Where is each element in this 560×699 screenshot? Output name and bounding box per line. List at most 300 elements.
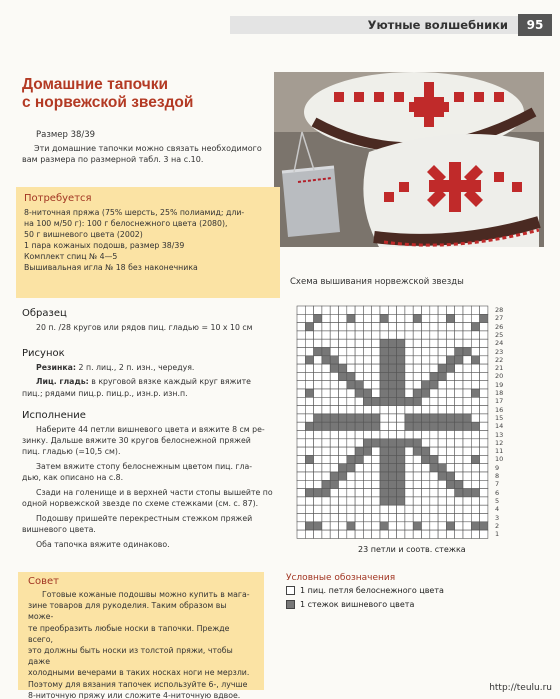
chart-row-label: 26 <box>495 322 504 331</box>
chart-cell <box>438 431 446 439</box>
chart-cell <box>463 397 471 405</box>
chart-cell <box>322 414 330 422</box>
gauge-heading: Образец <box>22 308 67 319</box>
chart-row-label: 21 <box>495 364 504 373</box>
chart-cell <box>430 464 438 472</box>
chart-cell <box>380 414 388 422</box>
chart-row-label: 3 <box>495 513 500 522</box>
chart-cell <box>422 406 430 414</box>
chart-cell <box>405 497 413 505</box>
chart-cell <box>347 397 355 405</box>
chart-cell <box>330 306 338 314</box>
chart-cell <box>347 339 355 347</box>
chart-cell <box>297 505 305 513</box>
chart-cell <box>339 505 347 513</box>
chart-cell <box>347 306 355 314</box>
chart-cell <box>438 447 446 455</box>
chart-cell <box>446 364 454 372</box>
chart-cell <box>471 339 479 347</box>
chart-cell <box>347 439 355 447</box>
chart-cell <box>422 381 430 389</box>
chart-cell <box>471 372 479 380</box>
chart-cell <box>463 455 471 463</box>
chart-cell <box>297 480 305 488</box>
chart-cell <box>339 406 347 414</box>
instr-line: Наберите 44 петли вишневого цвета и вяжите 8 см ре- <box>36 425 265 434</box>
chart-cell <box>305 348 313 356</box>
chart-cell <box>430 422 438 430</box>
chart-cell <box>347 464 355 472</box>
chart-cell <box>413 439 421 447</box>
chart-cell <box>355 414 363 422</box>
chart-cell <box>380 389 388 397</box>
chart-cell <box>330 514 338 522</box>
chart-cell <box>471 447 479 455</box>
instr-line: вишневого цвета. <box>22 525 96 534</box>
chart-cell <box>355 331 363 339</box>
chart-cell <box>314 331 322 339</box>
chart-cell <box>314 422 322 430</box>
chart-cell <box>297 331 305 339</box>
chart-cell <box>297 489 305 497</box>
chart-cell <box>372 348 380 356</box>
chart-cell <box>413 364 421 372</box>
chart-cell <box>430 447 438 455</box>
chart-cell <box>388 464 396 472</box>
chart-cell <box>314 505 322 513</box>
size-description <box>22 143 262 165</box>
chart-cell <box>339 431 347 439</box>
chart-cell <box>372 505 380 513</box>
chart-cell <box>372 497 380 505</box>
chart-cell <box>314 406 322 414</box>
chart-cell <box>297 389 305 397</box>
chart-cell <box>422 356 430 364</box>
chart-cell <box>405 306 413 314</box>
chart-cell <box>347 489 355 497</box>
chart-cell <box>372 364 380 372</box>
materials-box <box>16 187 280 298</box>
chart-cell <box>446 514 454 522</box>
chart-cell <box>305 381 313 389</box>
chart-cell <box>380 356 388 364</box>
chart-cell <box>422 422 430 430</box>
chart-cell <box>297 314 305 322</box>
chart-cell <box>297 431 305 439</box>
chart-cell <box>480 439 488 447</box>
chart-cell <box>422 331 430 339</box>
chart-cell <box>480 348 488 356</box>
chart-cell <box>363 522 371 530</box>
chart-cell <box>355 439 363 447</box>
chart-cell <box>413 339 421 347</box>
chart-cell <box>463 306 471 314</box>
chart-cell <box>446 389 454 397</box>
instr-line: одной норвежской звезде по схеме стежками (см. с. 87). <box>22 499 259 508</box>
chart-cell <box>388 348 396 356</box>
chart-cell <box>372 464 380 472</box>
chart-cell <box>471 422 479 430</box>
chart-cell <box>480 406 488 414</box>
chart-cell <box>480 397 488 405</box>
chart-cell <box>397 314 405 322</box>
advice-line: Поэтому для вязания тапочек используйте 6-, лучше <box>28 679 248 689</box>
chart-cell <box>347 372 355 380</box>
chart-cell <box>455 331 463 339</box>
legend-heading: Условные обозначения <box>286 573 396 583</box>
chart-cell <box>438 497 446 505</box>
chart-cell <box>388 522 396 530</box>
chart-cell <box>347 406 355 414</box>
chart-cell <box>355 472 363 480</box>
chart-cell <box>322 364 330 372</box>
chart-cell <box>430 389 438 397</box>
chart-cell <box>347 447 355 455</box>
chart-cell <box>305 406 313 414</box>
chart-cell <box>305 530 313 538</box>
chart-cell <box>480 364 488 372</box>
chart-cell <box>330 389 338 397</box>
chart-cell <box>413 455 421 463</box>
chart-cell <box>397 464 405 472</box>
chart-cell <box>372 323 380 331</box>
legend-white-label: 1 пиц. петля белоснежного цвета <box>300 586 444 595</box>
chart-cell <box>438 480 446 488</box>
chart-cell <box>363 489 371 497</box>
chart-cell <box>355 397 363 405</box>
title-line-1: Домашние тапочки <box>22 76 169 93</box>
chart-cell <box>363 480 371 488</box>
chart-cell <box>372 514 380 522</box>
chart-cell <box>372 480 380 488</box>
chart-cell <box>305 522 313 530</box>
chart-cell <box>388 497 396 505</box>
chart-cell <box>355 356 363 364</box>
chart-cell <box>397 397 405 405</box>
slippers-photo <box>274 72 544 247</box>
chart-cell <box>413 331 421 339</box>
chart-cell <box>372 455 380 463</box>
chart-caption-top: Схема вышивания норвежской звезды <box>290 277 464 287</box>
chart-cell <box>314 389 322 397</box>
chart-cell <box>438 331 446 339</box>
chart-cell <box>339 356 347 364</box>
advice-heading: Совет <box>28 576 59 587</box>
chart-cell <box>463 514 471 522</box>
chart-cell <box>405 323 413 331</box>
chart-cell <box>463 389 471 397</box>
chart-cell <box>471 406 479 414</box>
chart-cell <box>355 381 363 389</box>
chart-cell <box>463 372 471 380</box>
chart-cell <box>422 372 430 380</box>
chart-cell <box>480 472 488 480</box>
chart-cell <box>388 414 396 422</box>
chart-cell <box>397 306 405 314</box>
chart-cell <box>430 372 438 380</box>
chart-cell <box>422 455 430 463</box>
page-header <box>0 0 560 38</box>
chart-cell <box>405 431 413 439</box>
chart-cell <box>297 406 305 414</box>
chart-cell <box>297 422 305 430</box>
chart-cell <box>471 364 479 372</box>
chart-cell <box>330 348 338 356</box>
chart-cell <box>297 472 305 480</box>
chart-cell <box>314 497 322 505</box>
chart-cell <box>413 472 421 480</box>
chart-cell <box>322 464 330 472</box>
chart-cell <box>322 306 330 314</box>
chart-cell <box>305 356 313 364</box>
chart-cell <box>339 331 347 339</box>
chart-cell <box>355 505 363 513</box>
chart-cell <box>405 514 413 522</box>
chart-cell <box>455 381 463 389</box>
chart-cell <box>355 464 363 472</box>
chart-row-label: 14 <box>495 422 504 431</box>
chart-cell <box>446 447 454 455</box>
chart-cell <box>339 323 347 331</box>
chart-cell <box>363 348 371 356</box>
chart-cell <box>413 314 421 322</box>
chart-cell <box>413 489 421 497</box>
chart-cell <box>388 323 396 331</box>
chart-cell <box>405 331 413 339</box>
instructions-heading: Исполнение <box>22 410 86 421</box>
chart-cell <box>380 522 388 530</box>
chart-cell <box>438 372 446 380</box>
chart-cell <box>380 530 388 538</box>
chart-cell <box>305 431 313 439</box>
chart-cell <box>438 389 446 397</box>
chart-cell <box>397 489 405 497</box>
chart-cell <box>455 356 463 364</box>
chart-cell <box>339 514 347 522</box>
chart-cell <box>380 339 388 347</box>
chart-cell <box>463 364 471 372</box>
chart-cell <box>397 530 405 538</box>
chart-cell <box>330 480 338 488</box>
chart-cell <box>397 381 405 389</box>
chart-cell <box>380 422 388 430</box>
chart-cell <box>463 497 471 505</box>
chart-cell <box>405 447 413 455</box>
chart-cell <box>330 414 338 422</box>
chart-cell <box>480 497 488 505</box>
chart-cell <box>388 372 396 380</box>
chart-cell <box>438 422 446 430</box>
chart-cell <box>347 331 355 339</box>
chart-cell <box>339 389 347 397</box>
chart-cell <box>430 314 438 322</box>
chart-cell <box>322 480 330 488</box>
chart-cell <box>388 480 396 488</box>
chart-cell <box>480 514 488 522</box>
advice-line: 8-ниточную пряжу или сложите 4-ниточную вдвое. <box>28 690 241 699</box>
chart-cell <box>339 472 347 480</box>
materials-line: Комплект спиц № 4—5 <box>24 252 118 261</box>
chart-cell <box>480 381 488 389</box>
chart-cell <box>455 514 463 522</box>
chart-cell <box>297 323 305 331</box>
chart-cell <box>397 439 405 447</box>
chart-cell <box>314 356 322 364</box>
chart-cell <box>322 356 330 364</box>
instr-line: Подошву пришейте перекрестным стежком пряжей <box>36 514 253 523</box>
chart-cell <box>438 306 446 314</box>
advice-line: зине товаров для рукоделия. Таким образом вы може- <box>28 601 227 622</box>
chart-cell <box>455 306 463 314</box>
chart-cell <box>463 339 471 347</box>
chart-cell <box>463 381 471 389</box>
chart-cell <box>363 505 371 513</box>
chart-cell <box>422 348 430 356</box>
chart-cell <box>297 414 305 422</box>
chart-cell <box>446 406 454 414</box>
chart-cell <box>471 464 479 472</box>
chart-cell <box>463 522 471 530</box>
chart-cell <box>363 422 371 430</box>
chart-cell <box>363 314 371 322</box>
chart-cell <box>372 356 380 364</box>
chart-cell <box>355 339 363 347</box>
chart-cell <box>455 464 463 472</box>
chart-cell <box>347 389 355 397</box>
chart-cell <box>397 455 405 463</box>
chart-cell <box>438 348 446 356</box>
chart-cell <box>471 480 479 488</box>
advice-line: те преобразить любые носки в тапочки. Прежде всего, <box>28 623 230 644</box>
chart-cell <box>355 447 363 455</box>
chart-cell <box>305 372 313 380</box>
chart-cell <box>339 480 347 488</box>
chart-cell <box>480 431 488 439</box>
chart-cell <box>438 522 446 530</box>
chart-cell <box>388 397 396 405</box>
chart-cell <box>463 472 471 480</box>
chart-cell <box>405 489 413 497</box>
chart-cell <box>380 472 388 480</box>
chart-cell <box>305 480 313 488</box>
chart-cell <box>305 472 313 480</box>
chart-cell <box>330 522 338 530</box>
chart-cell <box>471 381 479 389</box>
chart-cell <box>430 530 438 538</box>
gauge-text: 20 п. /28 кругов или рядов пиц. гладью = 10 х 10 см <box>36 323 253 332</box>
chart-cell <box>330 431 338 439</box>
chart-cell <box>372 331 380 339</box>
chart-cell <box>471 472 479 480</box>
chart-cell <box>388 331 396 339</box>
chart-cell <box>347 364 355 372</box>
size-desc-line: вам размера по размерной табл. 3 на с.10. <box>22 155 204 164</box>
chart-cell <box>388 364 396 372</box>
materials-heading: Потребуется <box>24 193 92 204</box>
chart-cell <box>297 497 305 505</box>
chart-row-label: 12 <box>495 438 504 447</box>
chart-cell <box>463 422 471 430</box>
chart-cell <box>438 339 446 347</box>
chart-cell <box>471 397 479 405</box>
chart-cell <box>380 431 388 439</box>
rib-label: Резинка: <box>36 363 77 372</box>
chart-cell <box>380 397 388 405</box>
chart-cell <box>471 489 479 497</box>
chart-cell <box>455 480 463 488</box>
chart-cell <box>330 489 338 497</box>
chart-cell <box>397 497 405 505</box>
chart-cell <box>297 514 305 522</box>
chart-cell <box>314 439 322 447</box>
chart-cell <box>372 314 380 322</box>
chart-cell <box>397 414 405 422</box>
chart-cell <box>380 480 388 488</box>
chart-cell <box>438 356 446 364</box>
chart-cell <box>388 381 396 389</box>
chart-cell <box>339 422 347 430</box>
chart-cell <box>305 497 313 505</box>
chart-cell <box>405 348 413 356</box>
chart-cell <box>446 489 454 497</box>
chart-cell <box>314 480 322 488</box>
chart-cell <box>422 323 430 331</box>
chart-cell <box>305 397 313 405</box>
chart-cell <box>388 514 396 522</box>
chart-cell <box>322 389 330 397</box>
chart-cell <box>372 397 380 405</box>
chart-cell <box>446 381 454 389</box>
chart-cell <box>297 372 305 380</box>
chart-cell <box>347 505 355 513</box>
chart-cell <box>363 372 371 380</box>
chart-cell <box>422 389 430 397</box>
chart-cell <box>405 314 413 322</box>
chart-cell <box>480 389 488 397</box>
chart-cell <box>363 397 371 405</box>
chart-cell <box>372 447 380 455</box>
chart-cell <box>388 406 396 414</box>
chart-cell <box>372 389 380 397</box>
chart-cell <box>471 439 479 447</box>
chart-cell <box>430 505 438 513</box>
chart-cell <box>405 505 413 513</box>
chart-cell <box>339 372 347 380</box>
chart-cell <box>446 522 454 530</box>
chart-cell <box>413 447 421 455</box>
chart-cell <box>397 480 405 488</box>
chart-cell <box>297 339 305 347</box>
chart-cell <box>480 530 488 538</box>
chart-cell <box>413 522 421 530</box>
chart-cell <box>446 480 454 488</box>
chart-cell <box>463 314 471 322</box>
chart-cell <box>339 439 347 447</box>
chart-cell <box>380 464 388 472</box>
chart-cell <box>297 447 305 455</box>
chart-cell <box>347 522 355 530</box>
chart-cell <box>455 339 463 347</box>
chart-cell <box>397 422 405 430</box>
chart-cell <box>380 314 388 322</box>
chart-cell <box>413 414 421 422</box>
chart-cell <box>430 522 438 530</box>
materials-line: 8-ниточная пряжа (75% шерсть, 25% полиамид; дли- <box>24 208 245 217</box>
chart-cell <box>363 530 371 538</box>
chart-cell <box>422 364 430 372</box>
chart-cell <box>339 530 347 538</box>
chart-cell <box>305 464 313 472</box>
